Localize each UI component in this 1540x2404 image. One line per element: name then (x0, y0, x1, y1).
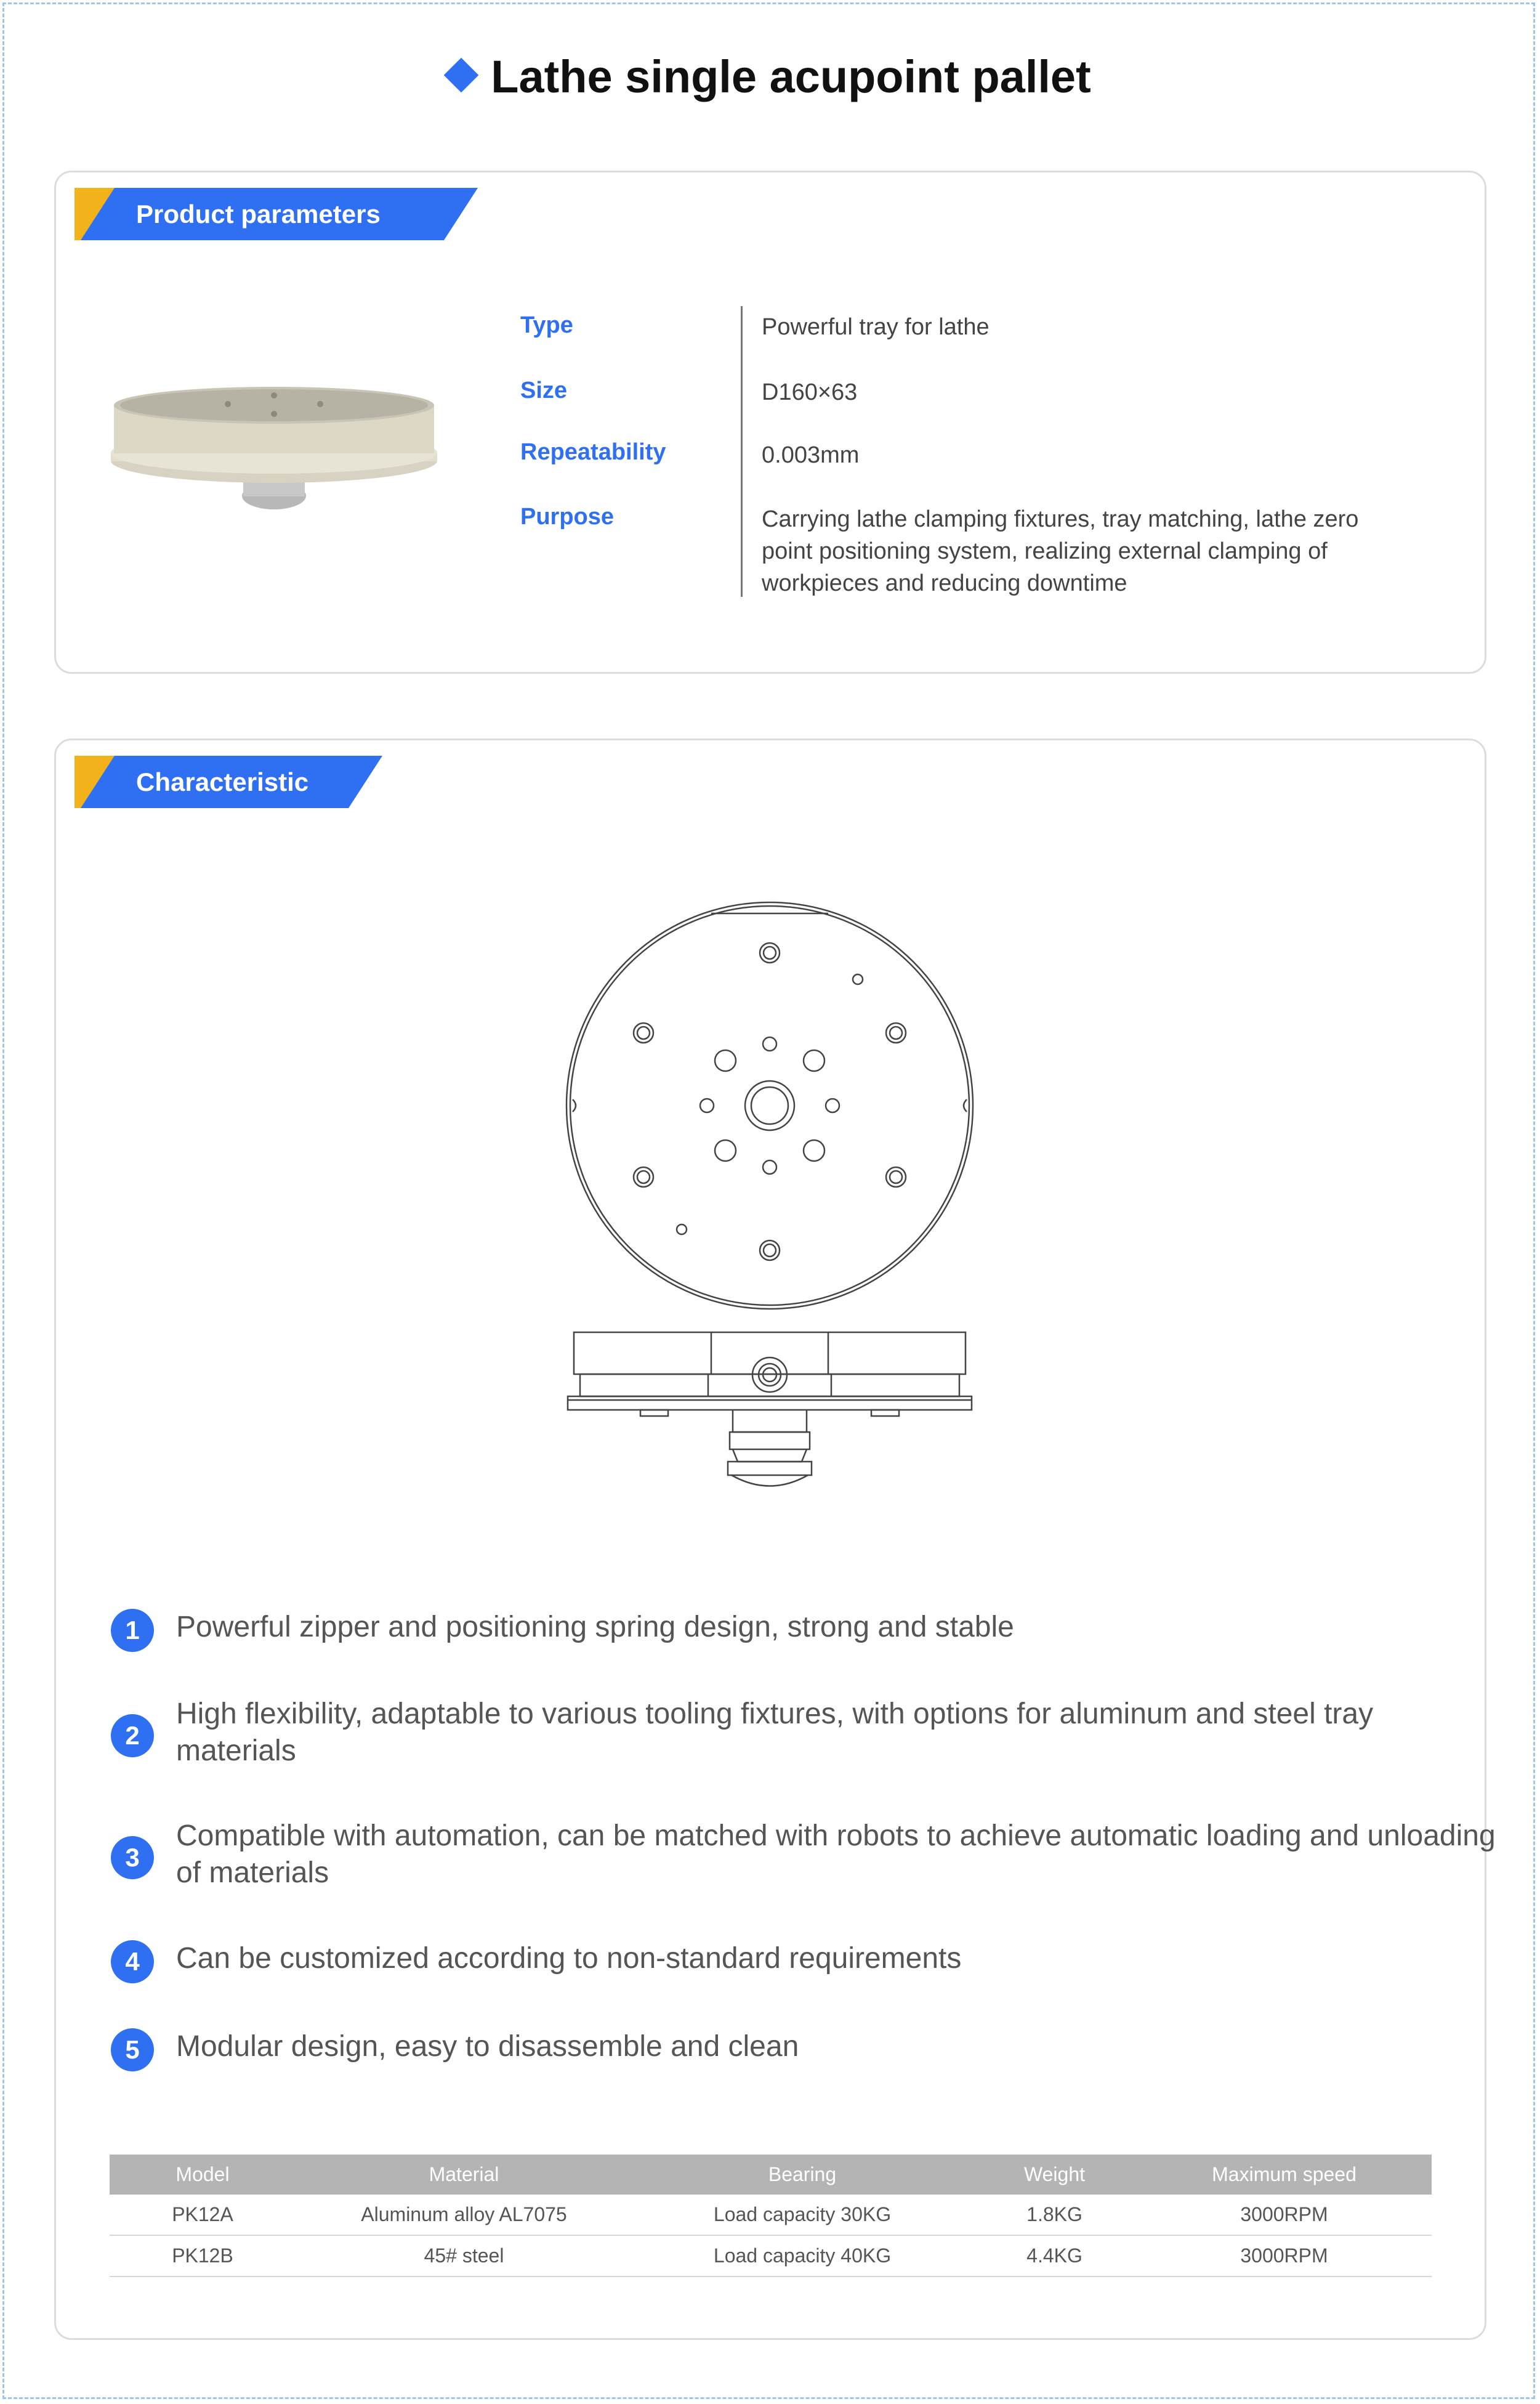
param-key-size: Size (520, 378, 568, 403)
table-cell: PK12B (110, 2235, 296, 2277)
table-cell: 3000RPM (1137, 2235, 1432, 2277)
table-cell: 4.4KG (972, 2235, 1137, 2277)
feature-text: Powerful zipper and positioning spring design, strong and stable (176, 1611, 1014, 1643)
product-photo (105, 382, 443, 530)
feature-number-badge: 2 (111, 1714, 154, 1757)
spec-table (110, 2155, 1432, 2277)
param-key-repeatability: Repeatability (520, 439, 666, 465)
table-header-cell: Bearing (632, 2155, 972, 2195)
table-header-row (110, 2155, 1432, 2195)
table-row (110, 2235, 1432, 2277)
param-value-purpose: Carrying lathe clamping fixtures, tray matching, lathe zero point positioning system, realizing external clamping of workpieces and reducing downtime (762, 506, 1359, 596)
table-header-cell: Material (296, 2155, 632, 2195)
feature-text: Can be customized according to non-standard requirements (176, 1942, 962, 1975)
page-title-text: Lathe single acupoint pallet (491, 51, 1091, 102)
feature-number-badge: 3 (111, 1836, 154, 1879)
parameter-divider (741, 306, 743, 597)
feature-text: High flexibility, adaptable to various tooling fixtures, with options for aluminum and steel tray materials (176, 1698, 1374, 1767)
param-key-type: Type (520, 312, 573, 338)
table-cell: 1.8KG (972, 2195, 1137, 2235)
table-row (110, 2195, 1432, 2235)
page-title (0, 43, 1540, 111)
param-value-type: Powerful tray for lathe (762, 314, 990, 340)
param-value-size: D160×63 (762, 379, 858, 405)
section-heading: Characteristic (136, 767, 309, 796)
table-cell: PK12A (110, 2195, 296, 2235)
table-header-cell: Model (110, 2155, 296, 2195)
section-heading: Product parameters (136, 200, 381, 229)
feature-number-badge: 4 (111, 1940, 154, 1983)
diamond-icon (444, 58, 479, 93)
table-header-cell: Maximum speed (1137, 2155, 1432, 2195)
feature-text: Compatible with automation, can be matched with robots to achieve automatic loading and unloading of materials (176, 1819, 1496, 1889)
table-cell: Load capacity 30KG (632, 2195, 972, 2235)
table-header-cell: Weight (972, 2155, 1137, 2195)
table-cell: 45# steel (296, 2235, 632, 2277)
feature-number-badge: 1 (111, 1609, 154, 1652)
table-cell: Load capacity 40KG (632, 2235, 972, 2277)
param-key-purpose: Purpose (520, 504, 615, 530)
table-cell: Aluminum alloy AL7075 (296, 2195, 632, 2235)
feature-text: Modular design, easy to disassemble and clean (176, 2030, 799, 2063)
technical-drawing (554, 896, 985, 1497)
param-value-repeatability: 0.003mm (762, 442, 860, 468)
table-cell: 3000RPM (1137, 2195, 1432, 2235)
feature-number-badge: 5 (111, 2028, 154, 2071)
